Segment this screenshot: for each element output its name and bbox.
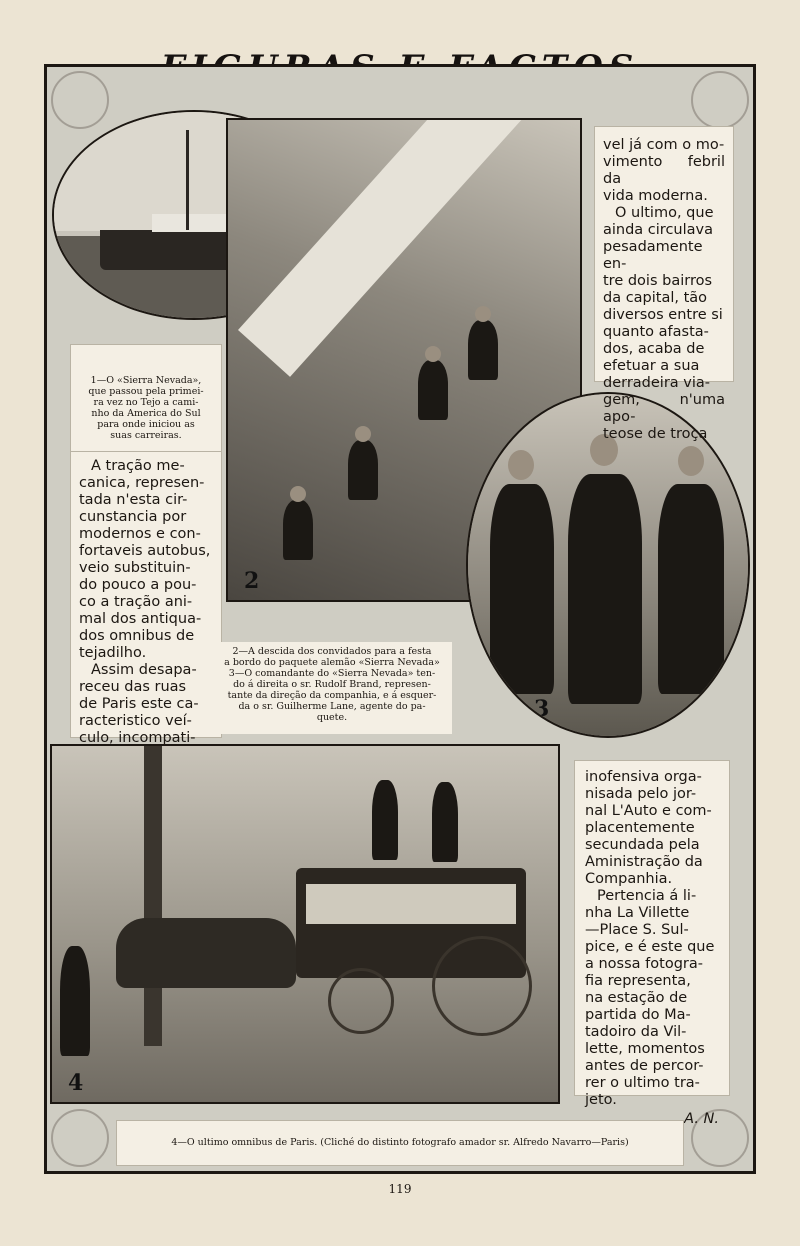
article-line: de Paris este ca- [79, 696, 199, 712]
article-line: pice, e é este que [585, 939, 715, 955]
caption-line: da o sr. Guilherme Lane, agente do pa- [238, 701, 426, 712]
article-line: inofensiva orga- [585, 769, 702, 785]
article-line: A tração me- [91, 458, 185, 474]
article-line: fia representa, [585, 973, 691, 989]
caption-line: nho da America do Sul [91, 408, 201, 419]
photo-number: 2 [244, 568, 260, 594]
article-line: nha La Villette [585, 905, 690, 921]
article-line: vida moderna. [603, 188, 708, 204]
article-line: partida do Ma- [585, 1007, 691, 1023]
article-line: jeto. [585, 1092, 617, 1108]
article-line: —Place S. Sul- [585, 922, 689, 938]
article-line: da capital, tão [603, 290, 708, 306]
article-column-top-right [594, 126, 734, 442]
article-line: tre dois bairros [603, 273, 713, 289]
caption-line: suas carreiras. [110, 430, 182, 441]
article-line: gem, n'uma apo- [603, 392, 725, 425]
caption-photo-2-3 [212, 642, 452, 734]
caption-line: quete. [316, 712, 348, 723]
article-line: pesadamente en- [603, 239, 703, 272]
article-line: efetuar a sua [603, 358, 700, 374]
article-line: Aministração da [585, 854, 703, 870]
article-line: tada n'esta cir- [79, 492, 188, 508]
article-line: O ultimo, que [615, 205, 714, 221]
article-line: racteristico veí- [79, 713, 192, 729]
caption-line: 1—O «Sierra Nevada», [90, 375, 202, 386]
article-line: nisada pelo jor- [585, 786, 697, 802]
ornament-icon [691, 71, 749, 129]
caption-line: que passou pela primei- [88, 386, 204, 397]
article-line: dos omnibus de [79, 628, 195, 644]
article-signature: A. N. [684, 1111, 719, 1127]
caption-line: para onde iniciou as [97, 419, 195, 430]
caption-line: ra vez no Tejo a cami- [93, 397, 199, 408]
caption-line: a bordo do paquete alemão «Sierra Nevada» [224, 657, 440, 668]
article-line: receu das ruas [79, 679, 187, 695]
photo-omnibus [50, 744, 560, 1104]
article-line: Assim desapa- [91, 662, 197, 678]
caption-photo-4: 4—O ultimo omnibus de Paris. (Cliché do distinto fotografo amador sr. Alfredo Navarro—Paris) [116, 1120, 684, 1166]
article-line: rer o ultimo tra- [585, 1075, 700, 1091]
article-line: secundada pela [585, 837, 700, 853]
article-line: Companhia. [585, 871, 673, 887]
article-line: fortaveis autobus, [79, 543, 211, 559]
article-line: derradeira via- [603, 375, 711, 391]
article-line: teose de troça [603, 426, 708, 442]
article-line: mal dos antiqua- [79, 611, 202, 627]
article-line: tadoiro da Vil- [585, 1024, 687, 1040]
article-line: diversos entre si [603, 307, 723, 323]
article-line: ainda circulava [603, 222, 713, 238]
article-line: antes de percor- [585, 1058, 704, 1074]
article-line: veio substituin- [79, 560, 191, 576]
article-line: nal L'Auto e com- [585, 803, 712, 819]
article-line: vimento febril da [603, 154, 725, 187]
article-line: do pouco a pou- [79, 577, 197, 593]
article-line: modernos e con- [79, 526, 201, 542]
article-column-bottom-right [574, 760, 730, 1127]
article-line: tejadilho. [79, 645, 147, 661]
article-line: na estação de [585, 990, 688, 1006]
photo-number: 3 [534, 696, 550, 722]
article-column-left [70, 452, 222, 746]
ornament-icon [51, 1109, 109, 1167]
caption-line: 2—A descida dos convidados para a festa [232, 646, 432, 657]
caption-line: tante da direção da companhia, e á esquer- [227, 690, 437, 701]
page-number: 119 [388, 1182, 412, 1196]
article-line: dos, acaba de [603, 341, 705, 357]
article-line: Pertencia á li- [597, 888, 697, 904]
article-line: cunstancia por [79, 509, 187, 525]
article-line: lette, momentos [585, 1041, 705, 1057]
photo-number: 4 [68, 1070, 84, 1096]
article-line: canica, represen- [79, 475, 205, 491]
article-line: quanto afasta- [603, 324, 709, 340]
caption-photo-1 [70, 344, 222, 452]
article-line: culo, incompati- [79, 730, 196, 746]
article-line: co a tração ani- [79, 594, 193, 610]
caption-line: 3—O comandante do «Sierra Nevada» ten- [228, 668, 436, 679]
article-line: a nossa fotogra- [585, 956, 703, 972]
photo-three-men-oval [466, 392, 750, 738]
article-line: placentemente [585, 820, 695, 836]
caption-line: do á direita o sr. Rudolf Brand, represen- [233, 679, 431, 690]
article-line: vel já com o mo- [603, 137, 725, 153]
